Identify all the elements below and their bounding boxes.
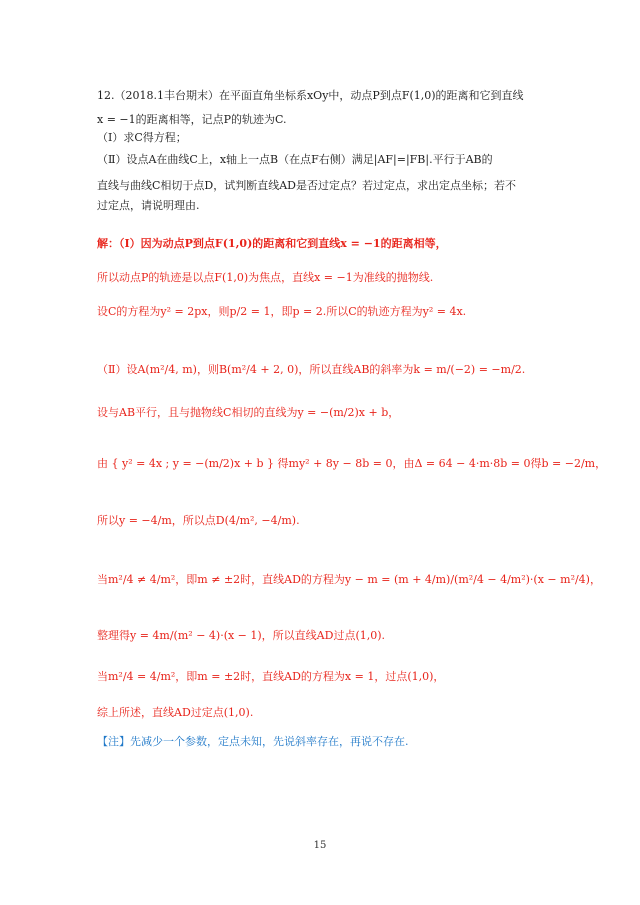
solution-line-2: 所以动点P的轨迹是以点F(1,0)为焦点，直线x = −1为准线的抛物线. — [97, 271, 434, 284]
solution-line-5: 设与AB平行，且与抛物线C相切的直线为y = −(m/2)x + b， — [97, 406, 400, 419]
problem-part-2-line-2: 直线与曲线C相切于点D，试判断直线AD是否过定点？若过定点，求出定点坐标；若不 — [97, 179, 516, 192]
problem-line-1: 12.（2018.1丰台期末）在平面直角坐标系xOy中，动点P到点F(1,0)的距离和它到直线 — [97, 89, 524, 102]
solution-line-11: 综上所述，直线AD过定点(1,0). — [97, 706, 254, 719]
solution-line-7: 所以y = −4/m，所以点D(4/m², −4/m). — [97, 514, 300, 527]
solution-line-3: 设C的方程为y² = 2px，则p/2 = 1，即p = 2.所以C的轨迹方程为y² = 4x. — [97, 305, 467, 318]
solution-line-1: 解：（Ⅰ）因为动点P到点F(1,0)的距离和它到直线x = −1的距离相等， — [97, 237, 447, 250]
note-line: 【注】先减少一个参数，定点未知，先说斜率存在，再说不存在. — [97, 735, 409, 748]
solution-line-6: 由 { y² = 4x ; y = −(m/2)x + b } 得my² + 8y − 8b = 0，由Δ = 64 − 4·m·8b = 0得b = −2/m， — [97, 457, 607, 470]
page-number: 15 — [313, 840, 327, 851]
solution-line-4: （Ⅱ）设A(m²/4, m)，则B(m²/4 + 2, 0)，所以直线AB的斜率为k = m/(−2) = −m/2. — [97, 363, 526, 376]
solution-line-8: 当m²/4 ≠ 4/m²，即m ≠ ±2时，直线AD的方程为y − m = (m + 4/m)/(m²/4 − 4/m²)·(x − m²/4)， — [97, 573, 601, 586]
problem-line-2: x = −1的距离相等，记点P的轨迹为C. — [97, 113, 287, 126]
problem-part-1: （Ⅰ）求C得方程； — [97, 131, 187, 144]
solution-line-9: 整理得y = 4m/(m² − 4)·(x − 1)，所以直线AD过点(1,0). — [97, 629, 386, 642]
problem-part-2-line-1: （Ⅱ）设点A在曲线C上，x轴上一点B（在点F右侧）满足|AF|=|FB|.平行于AB的 — [97, 153, 493, 166]
problem-part-2-line-3: 过定点，请说明理由. — [97, 199, 200, 212]
solution-line-10: 当m²/4 = 4/m²，即m = ±2时，直线AD的方程为x = 1，过点(1,0)， — [97, 670, 445, 683]
